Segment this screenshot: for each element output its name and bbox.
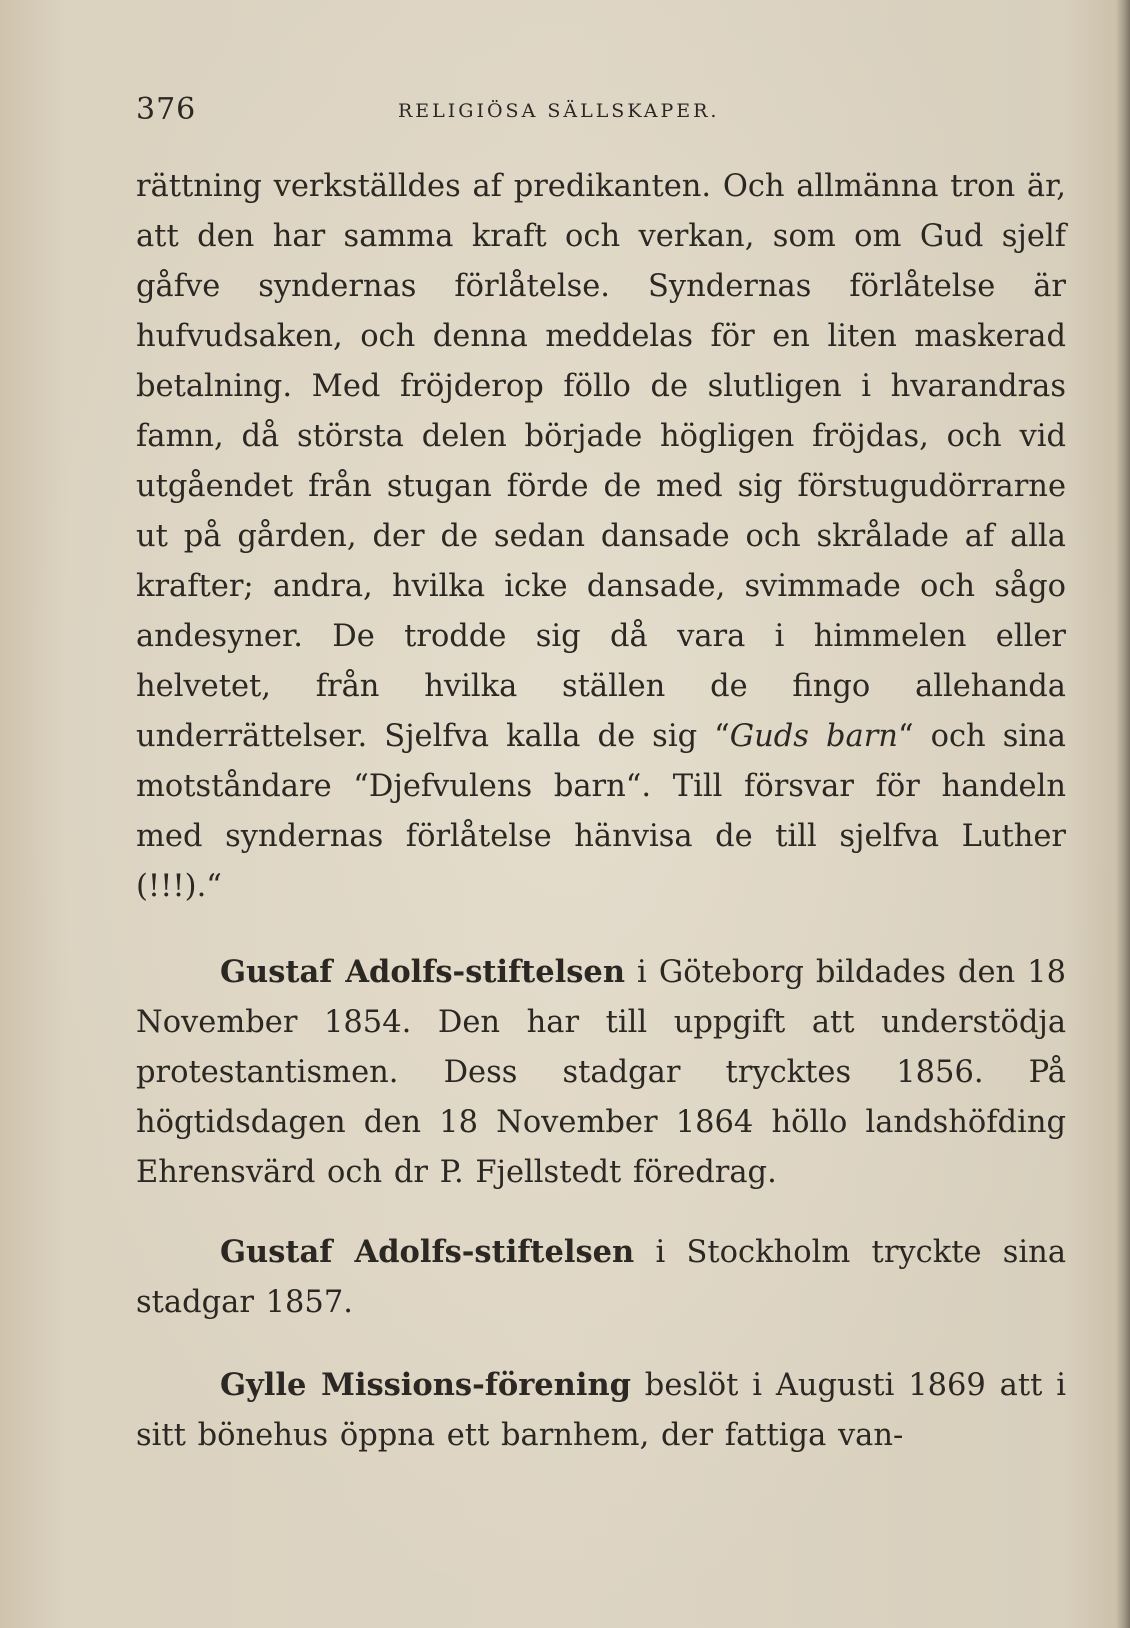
entry-stockholm <box>136 1227 1066 1328</box>
page-header <box>136 92 1066 132</box>
paragraph-text: “ och sina motståndare “Djefvulens barn“. Till försvar för handeln med syndernas förlåtelse hänvisa de till sjelfva Luther (!!!).“ <box>136 719 1066 904</box>
running-head: RELIGIÖSA SÄLLSKAPER. <box>398 100 720 122</box>
entry-heading: Gylle Missions-förening <box>220 1367 631 1403</box>
entry-heading: Gustaf Adolfs-stiftelsen <box>220 1234 635 1270</box>
page-edge-shadow <box>1116 0 1130 1628</box>
italic-phrase: Guds barn <box>729 719 898 754</box>
paragraph-text: rättning verkställdes af predikanten. Och allmänna tron är, att den har samma kraft och verkan, som om Gud sjelf gåfve syndernas förlåtelse. Syndernas förlåtelse är hufvudsaken, och denna meddelas för en liten maskerad betalning. Med fröjderop föllo de slutligen i hvarandras famn, då största delen började högligen fröjdas, och vid utgåendet från stugan förde de med sig förstugudörrarne ut på gården, der de sedan dansade och skrålade af alla krafter; andra, hvilka icke dansade, svimmade och sågo andesyner. De trodde sig då vara i himmelen eller helvetet, från hvilka ställen de fingo allehanda underrättelser. Sjelfva kalla de sig “ <box>136 169 1066 754</box>
entry-heading: Gustaf Adolfs-stiftelsen <box>220 954 625 990</box>
entry-text: i Stockholm tryckte sina stadgar 1857. <box>136 1235 1066 1320</box>
paragraph-continuation <box>136 162 1066 912</box>
page-number: 376 <box>136 92 197 127</box>
entry-goteborg <box>136 947 1066 1198</box>
entry-text: i Göteborg bildades den 18 November 1854. Den har till uppgift att understödja protestantismen. Dess stadgar trycktes 1856. På högtidsdagen den 18 November 1864 höllo landshöfding Ehrensvärd och dr P. Fjellstedt föredrag. <box>136 955 1066 1190</box>
entry-text: beslöt i Augusti 1869 att i sitt bönehus öppna ett barnhem, der fattiga van- <box>136 1368 1066 1453</box>
entry-gylle <box>136 1360 1066 1461</box>
